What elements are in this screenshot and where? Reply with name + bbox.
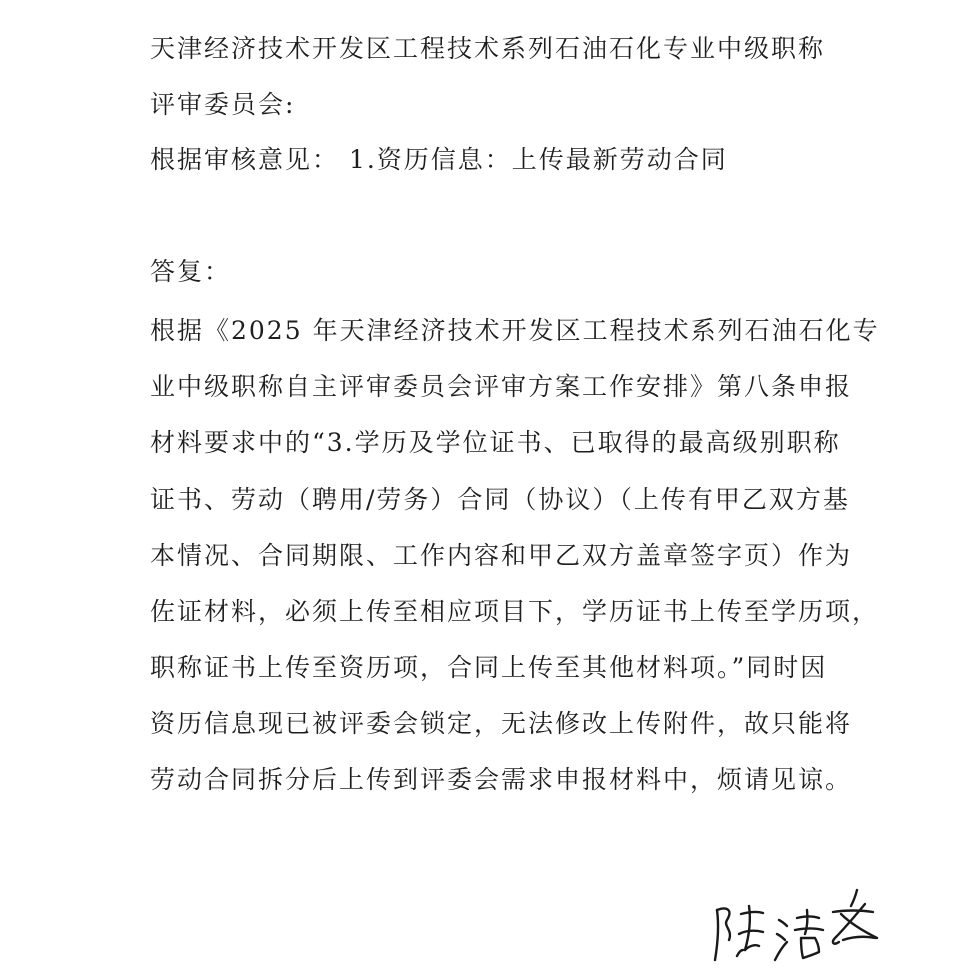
reply-line: 业中级职称自主评审委员会评审方案工作安排》第八条申报 xyxy=(150,372,853,401)
addressee-line-1: 天津经济技术开发区工程技术系列石油石化专业中级职称 xyxy=(150,34,826,63)
reply-heading: 答复： xyxy=(150,257,232,286)
reply-line: 证书、劳动（聘用/劳务）合同（协议）（上传有甲乙双方基 xyxy=(150,485,850,514)
handwritten-signature xyxy=(705,880,905,969)
reply-line: 职称证书上传至资历项，合同上传至其他材料项。”同时因 xyxy=(150,653,828,682)
reply-line: 佐证材料，必须上传至相应项目下，学历证书上传至学历项， xyxy=(150,597,880,626)
addressee-line-2: 评审委员会: xyxy=(150,90,296,119)
reply-line: 劳动合同拆分后上传到评委会需求申报材料中，烦请见谅。 xyxy=(150,765,853,794)
reply-line: 本情况、合同期限、工作内容和甲乙双方盖章签字页）作为 xyxy=(150,541,853,570)
review-opinion-line: 根据审核意见： 1.资历信息：上传最新劳动合同 xyxy=(150,145,728,174)
reply-line: 资历信息现已被评委会锁定，无法修改上传附件，故只能将 xyxy=(150,709,853,738)
reply-line: 材料要求中的“3.学历及学位证书、已取得的最高级别职称 xyxy=(150,428,841,457)
signature-strokes xyxy=(715,890,877,960)
reply-line: 根据《2025 年天津经济技术开发区工程技术系列石油石化专 xyxy=(150,316,880,345)
